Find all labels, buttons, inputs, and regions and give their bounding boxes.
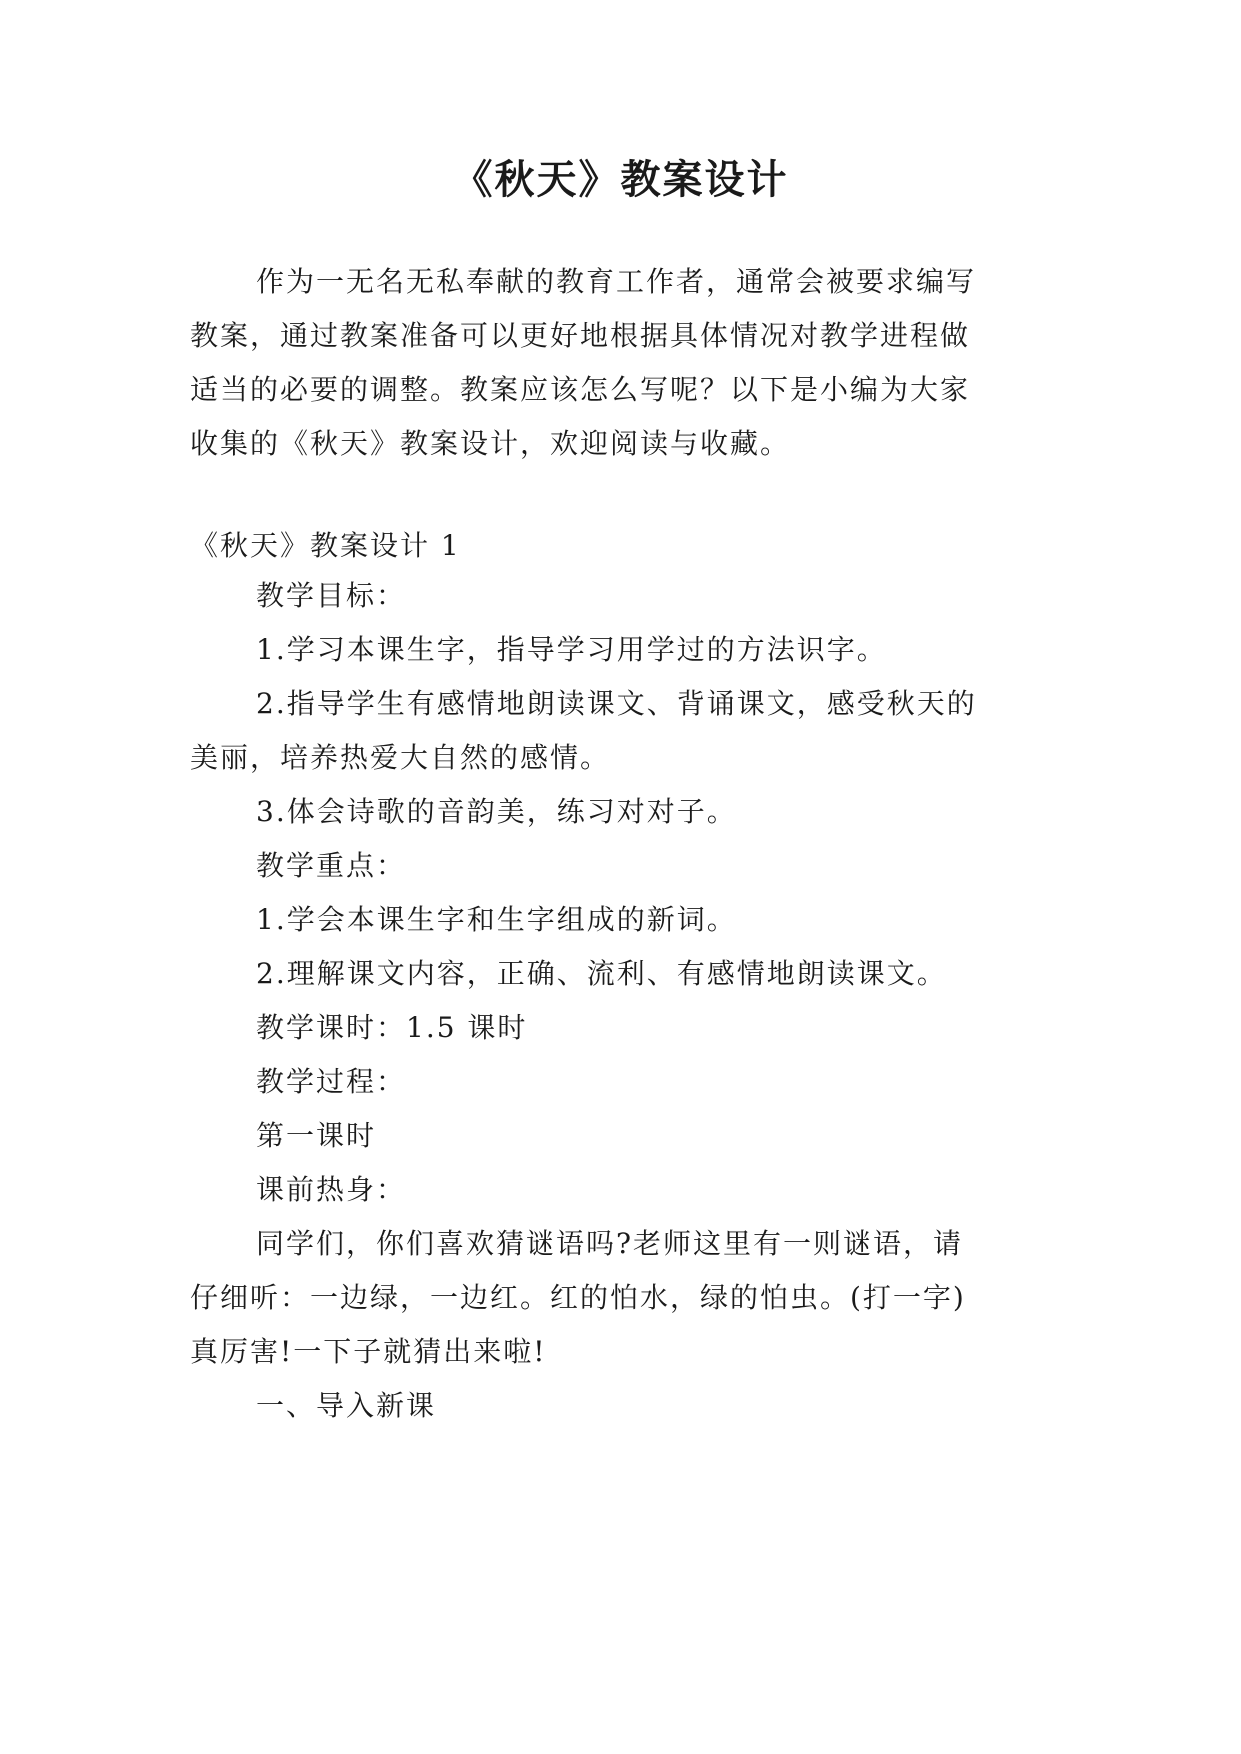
body-line: 2.指导学生有感情地朗读课文、背诵课文，感受秋天的 — [256, 687, 977, 720]
body-line: 仔细听：一边绿，一边红。红的怕水，绿的怕虫。(打一字) — [190, 1281, 966, 1314]
body-line: 教学重点： — [256, 849, 407, 882]
body-line: 教学目标： — [256, 579, 407, 612]
intro-line: 教案，通过教案准备可以更好地根据具体情况对教学进程做 — [190, 319, 971, 352]
body-line: 1.学会本课生字和生字组成的新词。 — [256, 903, 737, 936]
body-line: 教学课时：1.5 课时 — [256, 1011, 528, 1044]
intro-line: 作为一无名无私奉献的教育工作者，通常会被要求编写 — [256, 265, 977, 298]
body-line: 同学们，你们喜欢猜谜语吗?老师这里有一则谜语，请 — [256, 1227, 964, 1260]
body-line: 一、导入新课 — [256, 1389, 437, 1422]
body-line: 教学过程： — [256, 1065, 407, 1098]
body-line: 3.体会诗歌的音韵美，练习对对子。 — [256, 795, 737, 828]
document-title: 《秋天》教案设计 — [452, 157, 789, 203]
body-line: 2.理解课文内容，正确、流利、有感情地朗读课文。 — [256, 957, 947, 990]
section-heading: 《秋天》教案设计 1 — [190, 529, 461, 562]
body-line: 1.学习本课生字，指导学习用学过的方法识字。 — [256, 633, 887, 666]
body-line: 课前热身： — [256, 1173, 407, 1206]
intro-line: 收集的《秋天》教案设计，欢迎阅读与收藏。 — [190, 427, 791, 460]
body-line: 真厉害!一下子就猜出来啦! — [190, 1335, 547, 1368]
body-line: 美丽，培养热爱大自然的感情。 — [190, 741, 611, 774]
intro-line: 适当的必要的调整。教案应该怎么写呢？以下是小编为大家 — [190, 373, 971, 406]
body-line: 第一课时 — [256, 1119, 377, 1152]
